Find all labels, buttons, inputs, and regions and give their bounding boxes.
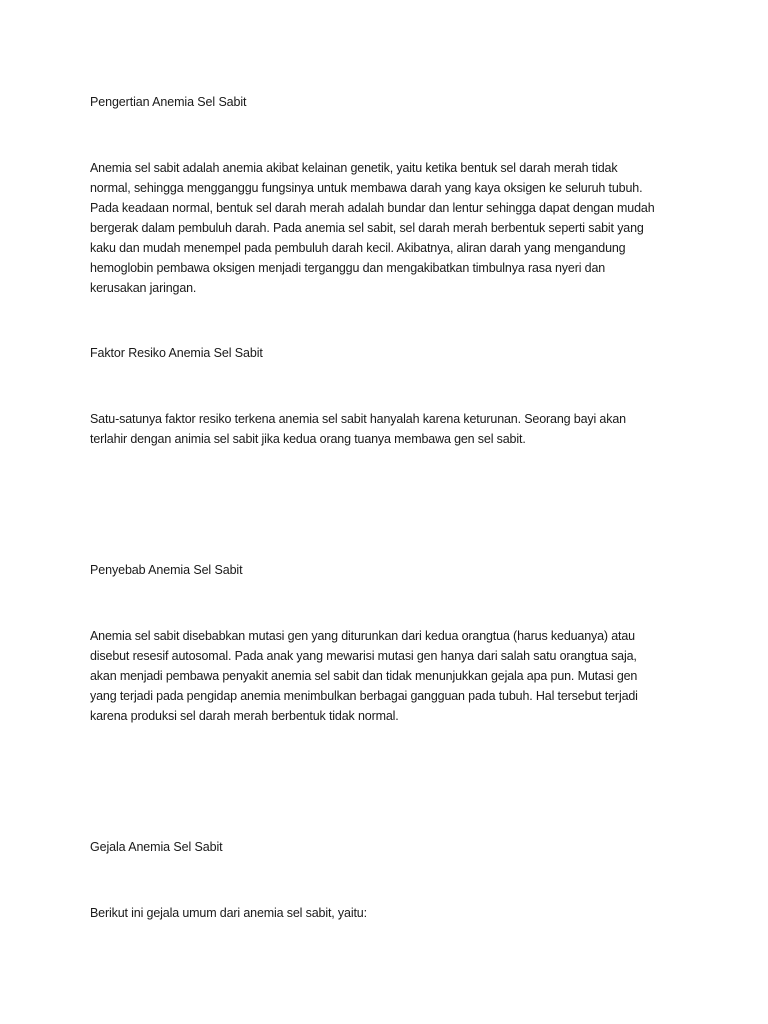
paragraph-line: bergerak dalam pembuluh darah. Pada anemia sel sabit, sel darah merah berbentuk seperti sabit yang	[90, 221, 644, 235]
paragraph-line: yang terjadi pada pengidap anemia menimbulkan berbagai gangguan pada tubuh. Hal tersebut terjadi	[90, 689, 638, 703]
paragraph-pengertian	[90, 158, 680, 298]
section-heading-gejala: Gejala Anemia Sel Sabit	[90, 840, 223, 854]
paragraph-line: Satu-satunya faktor resiko terkena anemia sel sabit hanyalah karena keturunan. Seorang bayi akan	[90, 412, 626, 426]
section-heading-faktor-resiko: Faktor Resiko Anemia Sel Sabit	[90, 346, 263, 360]
section-heading-pengertian: Pengertian Anemia Sel Sabit	[90, 95, 247, 109]
section-heading-penyebab: Penyebab Anemia Sel Sabit	[90, 563, 243, 577]
paragraph-line: terlahir dengan animia sel sabit jika kedua orang tuanya membawa gen sel sabit.	[90, 432, 526, 446]
paragraph-line: Anemia sel sabit adalah anemia akibat kelainan genetik, yaitu ketika bentuk sel darah merah tidak	[90, 161, 618, 175]
paragraph-faktor-resiko	[90, 409, 680, 449]
paragraph-line: kerusakan jaringan.	[90, 281, 197, 295]
paragraph-line: kaku dan mudah menempel pada pembuluh darah kecil. Akibatnya, aliran darah yang mengandung	[90, 241, 626, 255]
paragraph-penyebab	[90, 626, 680, 726]
paragraph-line: hemoglobin pembawa oksigen menjadi terganggu dan mengakibatkan timbulnya rasa nyeri dan	[90, 261, 606, 275]
paragraph-line: disebut resesif autosomal. Pada anak yang mewarisi mutasi gen hanya dari salah satu orangtua saja,	[90, 649, 637, 663]
paragraph-line: akan menjadi pembawa penyakit anemia sel sabit dan tidak menunjukkan gejala apa pun. Mutasi gen	[90, 669, 638, 683]
paragraph-line: Berikut ini gejala umum dari anemia sel sabit, yaitu:	[90, 906, 367, 920]
paragraph-line: Pada keadaan normal, bentuk sel darah merah adalah bundar dan lentur sehingga dapat dengan mudah	[90, 201, 655, 215]
paragraph-gejala	[90, 903, 680, 923]
paragraph-line: Anemia sel sabit disebabkan mutasi gen yang diturunkan dari kedua orangtua (harus keduanya) atau	[90, 629, 635, 643]
paragraph-line: normal, sehingga mengganggu fungsinya untuk membawa darah yang kaya oksigen ke seluruh tubuh.	[90, 181, 643, 195]
paragraph-line: karena produksi sel darah merah berbentuk tidak normal.	[90, 709, 399, 723]
